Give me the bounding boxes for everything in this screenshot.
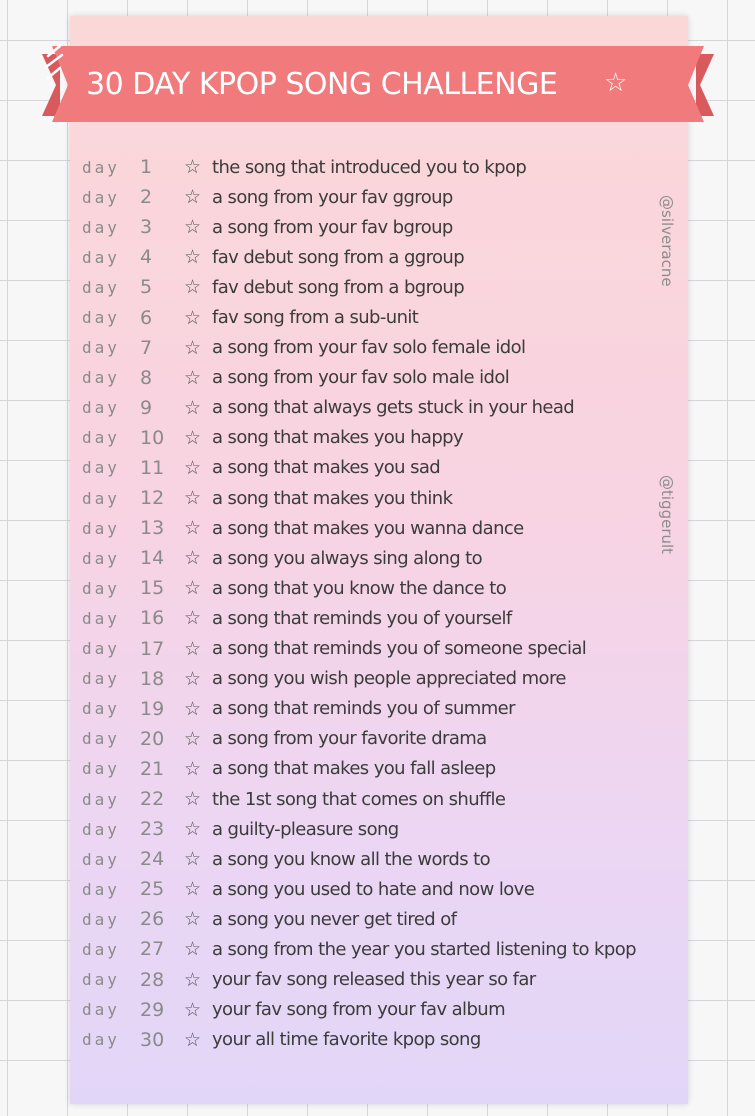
song-prompt: a song you know all the words to	[212, 848, 491, 870]
song-prompt: a song you wish people appreciated more	[212, 668, 566, 690]
day-label: day	[82, 819, 120, 839]
day-number: 13	[140, 517, 165, 540]
day-number: 10	[140, 426, 165, 449]
day-number: 26	[140, 908, 165, 931]
song-prompt: a song from your fav bgroup	[212, 216, 453, 238]
star-outline-icon: ☆	[184, 938, 202, 961]
day-label: day	[82, 368, 120, 388]
star-outline-icon: ☆	[184, 396, 202, 419]
song-prompt: a song from your favorite drama	[212, 728, 487, 750]
star-outline-icon: ☆	[184, 637, 202, 660]
day-label: day	[82, 488, 120, 508]
day-label: day	[82, 729, 120, 749]
star-outline-icon: ☆	[184, 727, 202, 750]
list-item	[82, 694, 692, 724]
list-item	[82, 634, 692, 664]
star-outline-icon: ☆	[184, 216, 202, 239]
song-prompt: the song that introduced you to kpop	[212, 156, 527, 178]
list-item	[82, 543, 692, 573]
star-outline-icon: ☆	[184, 788, 202, 811]
challenge-list	[82, 152, 692, 1055]
star-outline-icon: ☆	[184, 517, 202, 540]
day-number: 17	[140, 637, 165, 660]
star-outline-icon: ☆	[184, 156, 202, 179]
day-number: 5	[140, 276, 153, 299]
song-prompt: a song you used to hate and now love	[212, 878, 535, 900]
list-item	[82, 573, 692, 603]
star-outline-icon: ☆	[184, 908, 202, 931]
day-number: 23	[140, 818, 165, 841]
song-prompt: a song that you know the dance to	[212, 577, 507, 599]
day-number: 18	[140, 667, 165, 690]
day-label: day	[82, 849, 120, 869]
song-prompt: a song from your fav solo female idol	[212, 337, 526, 359]
day-label: day	[82, 578, 120, 598]
star-outline-icon: ☆	[184, 547, 202, 570]
day-number: 16	[140, 607, 165, 630]
list-item	[82, 333, 692, 363]
day-label: day	[82, 277, 120, 297]
star-outline-icon: ☆	[184, 757, 202, 780]
list-item	[82, 844, 692, 874]
list-item	[82, 754, 692, 784]
page-title: 30 DAY KPOP SONG CHALLENGE	[86, 67, 558, 102]
day-number: 14	[140, 547, 165, 570]
list-item	[82, 272, 692, 302]
day-label: day	[82, 669, 120, 689]
list-item	[82, 363, 692, 393]
day-number: 20	[140, 727, 165, 750]
song-prompt: a song that reminds you of yourself	[212, 607, 512, 629]
song-prompt: a song that reminds you of someone special	[212, 638, 587, 660]
day-label: day	[82, 639, 120, 659]
list-item	[82, 724, 692, 754]
song-prompt: a song that always gets stuck in your head	[212, 397, 575, 419]
list-item	[82, 513, 692, 543]
day-number: 21	[140, 757, 165, 780]
day-label: day	[82, 879, 120, 899]
day-number: 1	[140, 156, 153, 179]
day-label: day	[82, 759, 120, 779]
song-prompt: a song from your fav solo male idol	[212, 367, 510, 389]
day-number: 24	[140, 848, 165, 871]
list-item	[82, 423, 692, 453]
day-number: 4	[140, 246, 153, 269]
song-prompt: fav debut song from a bgroup	[212, 276, 465, 298]
star-outline-icon: ☆	[184, 697, 202, 720]
star-outline-icon: ☆	[184, 456, 202, 479]
song-prompt: a song that makes you fall asleep	[212, 758, 496, 780]
song-prompt: your fav song released this year so far	[212, 969, 536, 991]
day-label: day	[82, 1030, 120, 1050]
list-item	[82, 302, 692, 332]
star-outline-icon: ☆	[184, 366, 202, 389]
list-item	[82, 483, 692, 513]
star-outline-icon: ☆	[184, 998, 202, 1021]
list-item	[82, 965, 692, 995]
day-number: 19	[140, 697, 165, 720]
star-outline-icon: ☆	[184, 818, 202, 841]
day-number: 12	[140, 487, 165, 510]
song-prompt: a song that makes you happy	[212, 427, 464, 449]
credit-handle: @silveracne	[658, 195, 676, 287]
day-label: day	[82, 398, 120, 418]
day-number: 22	[140, 788, 165, 811]
star-outline-icon: ☆	[184, 1028, 202, 1051]
star-outline-icon: ☆	[184, 426, 202, 449]
song-prompt: a song from your fav ggroup	[212, 186, 453, 208]
list-item	[82, 393, 692, 423]
song-prompt: your fav song from your fav album	[212, 999, 506, 1021]
day-number: 9	[140, 396, 153, 419]
day-label: day	[82, 157, 120, 177]
list-item	[82, 874, 692, 904]
list-item	[82, 904, 692, 934]
title-banner	[42, 42, 714, 128]
song-prompt: fav song from a sub-unit	[212, 307, 419, 329]
star-outline-icon: ☆	[184, 487, 202, 510]
day-label: day	[82, 548, 120, 568]
list-item	[82, 182, 692, 212]
list-item	[82, 242, 692, 272]
song-prompt: a song that reminds you of summer	[212, 698, 515, 720]
song-prompt: a guilty-pleasure song	[212, 818, 399, 840]
list-item	[82, 664, 692, 694]
day-number: 2	[140, 186, 153, 209]
list-item	[82, 1025, 692, 1055]
triple-slash-icon	[42, 42, 66, 82]
star-outline-icon: ☆	[184, 246, 202, 269]
star-outline-icon: ☆	[184, 306, 202, 329]
day-label: day	[82, 518, 120, 538]
day-number: 3	[140, 216, 153, 239]
song-prompt: a song from the year you started listening to kpop	[212, 938, 636, 960]
day-number: 30	[140, 1028, 165, 1051]
song-prompt: a song you always sing along to	[212, 547, 483, 569]
day-number: 29	[140, 998, 165, 1021]
star-outline-icon: ☆	[184, 848, 202, 871]
day-label: day	[82, 338, 120, 358]
song-prompt: your all time favorite kpop song	[212, 1029, 481, 1051]
list-item	[82, 995, 692, 1025]
day-number: 25	[140, 878, 165, 901]
song-prompt: a song that makes you sad	[212, 457, 441, 479]
list-item	[82, 934, 692, 964]
day-number: 11	[140, 456, 165, 479]
star-outline-icon: ☆	[184, 607, 202, 630]
day-label: day	[82, 608, 120, 628]
day-label: day	[82, 909, 120, 929]
list-item	[82, 152, 692, 182]
star-outline-icon: ☆	[184, 667, 202, 690]
song-prompt: a song you never get tired of	[212, 908, 457, 930]
star-outline-icon: ☆	[184, 336, 202, 359]
day-label: day	[82, 308, 120, 328]
list-item	[82, 784, 692, 814]
star-outline-icon: ☆	[184, 577, 202, 600]
song-prompt: a song that makes you think	[212, 487, 453, 509]
star-outline-icon: ☆	[184, 878, 202, 901]
day-number: 28	[140, 968, 165, 991]
day-number: 8	[140, 366, 153, 389]
day-label: day	[82, 187, 120, 207]
star-outline-icon: ☆	[184, 186, 202, 209]
day-label: day	[82, 428, 120, 448]
day-number: 7	[140, 336, 153, 359]
song-prompt: fav debut song from a ggroup	[212, 246, 465, 268]
song-prompt: the 1st song that comes on shuffle	[212, 788, 506, 810]
day-number: 15	[140, 577, 165, 600]
day-label: day	[82, 458, 120, 478]
star-outline-icon: ☆	[604, 68, 628, 98]
day-label: day	[82, 247, 120, 267]
list-item	[82, 814, 692, 844]
day-label: day	[82, 970, 120, 990]
list-item	[82, 603, 692, 633]
day-number: 27	[140, 938, 165, 961]
star-outline-icon: ☆	[184, 968, 202, 991]
song-prompt: a song that makes you wanna dance	[212, 517, 524, 539]
day-label: day	[82, 1000, 120, 1020]
list-item	[82, 212, 692, 242]
credit-handle: @tiggerult	[658, 475, 676, 555]
day-label: day	[82, 699, 120, 719]
day-number: 6	[140, 306, 153, 329]
day-label: day	[82, 939, 120, 959]
star-outline-icon: ☆	[184, 276, 202, 299]
day-label: day	[82, 217, 120, 237]
list-item	[82, 453, 692, 483]
day-label: day	[82, 789, 120, 809]
